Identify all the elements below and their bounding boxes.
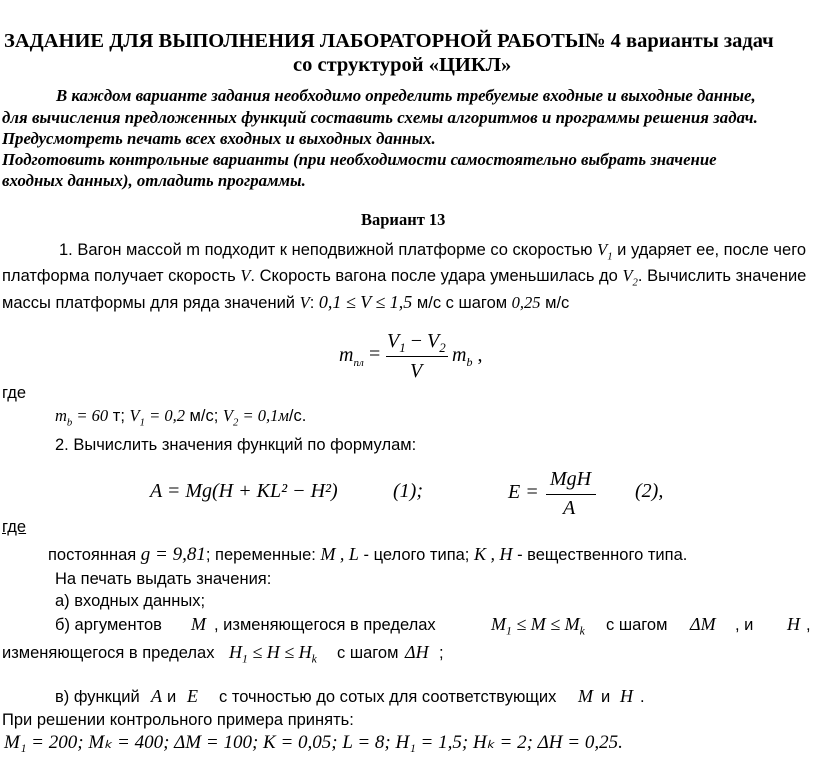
print-item-c-end: ; xyxy=(439,644,444,662)
print-item-v-precision: с точностью до сотых для соответствующих xyxy=(219,688,557,706)
given-values: $m_b = 60$ т; $V_1 = 0,2$ м/с; $V_2 = 0,1м/с$. xyxy=(55,406,307,429)
page-title: ЗАДАНИЕ ДЛЯ ВЫПОЛНЕНИЯ ЛАБОРАТОРНОЙ РАБОТЫ№ 4 варианты задач xyxy=(4,30,774,52)
formula-e-number: (2), xyxy=(635,480,664,502)
print-item-v-m: M xyxy=(578,686,593,706)
task1-line-1: 1. Вагон массой m подходит к неподвижной платформе со скоростью $V_1$ и ударяет ее, после чего xyxy=(59,240,807,263)
print-item-b-dm: ΔM xyxy=(690,614,716,634)
formula-a: A = Mg(H + KL² − H²) xyxy=(150,480,338,502)
print-item-c-step: с шагом xyxy=(337,644,399,662)
print-item-v-and2: и xyxy=(601,688,611,706)
formula-eq: = xyxy=(369,343,381,365)
print-item-b-label: б) аргументов xyxy=(55,616,162,634)
print-item-v-e: E xyxy=(187,686,198,706)
task1-line-3: массы платформы для ряда значений V: 0,1 ≤ V ≤ 1,5 м/с с шагом 0,25 м/с xyxy=(2,292,570,312)
print-item-b-step: с шагом xyxy=(606,616,668,634)
print-item-v-and: и xyxy=(167,688,177,706)
formula-numerator: $V_1 - V_2$ xyxy=(387,330,446,355)
formula-denominator: V xyxy=(410,360,423,382)
print-item-a: а) входных данных; xyxy=(55,592,206,610)
formula-lhs: $m_{пл}$ xyxy=(339,344,364,369)
print-item-b-m: M xyxy=(191,614,206,634)
task2-intro: 2. Вычислить значения функций по формулам: xyxy=(55,436,417,454)
print-item-c-range: $H_1 \le H \le H_k$ xyxy=(229,642,317,666)
print-item-b-range: $M_1 \le M \le M_k$ xyxy=(491,614,585,638)
print-item-v-end: . xyxy=(640,688,645,706)
formula-e-denominator: A xyxy=(563,497,576,519)
intro-line-2: для вычисления предложенных функций составить схемы алгоритмов и программы решения задач. xyxy=(2,108,758,127)
print-item-c-label: изменяющегося в пределах xyxy=(2,644,215,662)
page-subtitle: со структурой «ЦИКЛ» xyxy=(293,54,512,76)
intro-line-1: В каждом варианте задания необходимо определить требуемые входные и выходные данные, xyxy=(56,86,756,105)
print-item-v-label: в) функций xyxy=(55,688,140,706)
print-item-v-a: A xyxy=(151,686,162,706)
control-intro: При решении контрольного примера принять: xyxy=(2,711,354,729)
task1-line-2: платформа получает скорость V. Скорость вагона после удара уменьшилась до $V_2$. Вычислить значение xyxy=(2,266,807,289)
formula-e-lhs: E = xyxy=(508,481,539,503)
print-item-b-and: , и xyxy=(735,616,754,634)
print-item-v-h: H xyxy=(620,686,633,706)
fraction-bar xyxy=(386,356,448,357)
formula-e-numerator: MgH xyxy=(550,468,592,490)
variant-heading: Вариант 13 xyxy=(361,210,446,229)
formula-a-number: (1); xyxy=(393,480,423,502)
print-item-b-range-label: , изменяющегося в пределах xyxy=(214,616,436,634)
control-values: M₁ = 200; Mₖ = 400; ΔM = 100; K = 0,05; L = 8; H₁ = 1,5; Hₖ = 2; ΔH = 0,25. xyxy=(4,732,623,753)
where-label-2: где xyxy=(2,518,27,536)
print-item-b-comma: , xyxy=(806,616,811,634)
print-item-c-dh: ΔH xyxy=(405,642,429,662)
print-intro: На печать выдать значения: xyxy=(55,570,272,588)
formula-multiplier: $m_b$ , xyxy=(452,344,483,369)
constants-line: постоянная g = 9,81; переменные: M , L - целого типа; K , H - вещественного типа. xyxy=(48,544,688,565)
intro-line-4: Подготовить контрольные варианты (при необходимости самостоятельно выбрать значение xyxy=(2,150,717,169)
print-item-b-h: H xyxy=(787,614,800,634)
intro-line-5: входных данных), отладить программы. xyxy=(2,171,306,190)
where-label-1: где xyxy=(2,384,27,402)
intro-line-3: Предусмотреть печать всех входных и выходных данных. xyxy=(2,129,436,148)
fraction-bar-e xyxy=(546,494,596,495)
